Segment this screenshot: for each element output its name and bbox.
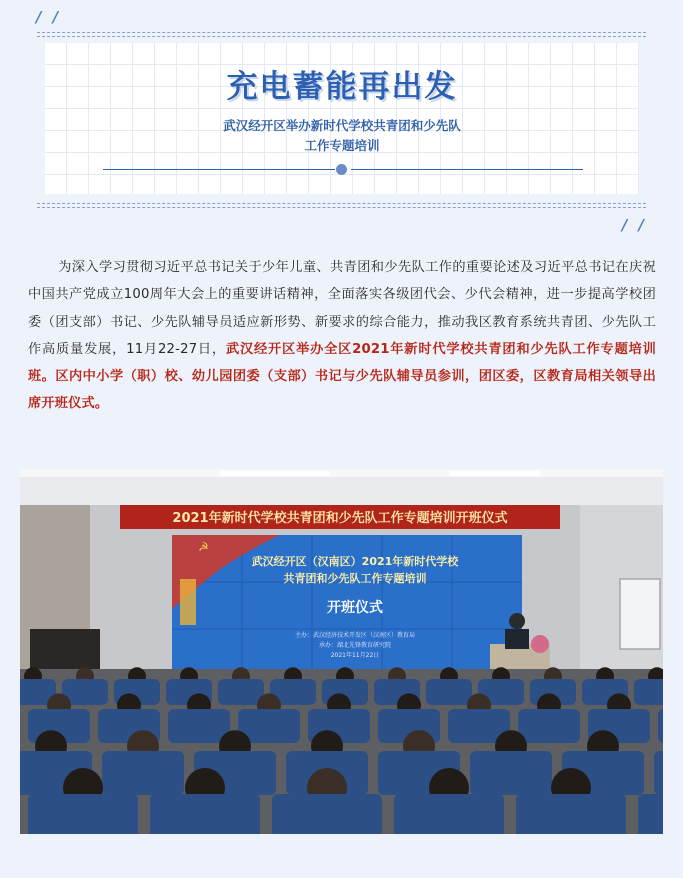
auditorium-seat <box>470 751 552 795</box>
article-highlight-text: 武汉经开区举办全区2021年新时代学校共青团和少先队工作专题培训班。区内中小学（职）校、幼儿园团委（支部）书记与少先队辅导员参训，团区委，区教育局相关领导出席开班仪式。 <box>28 341 657 412</box>
speaker-head <box>509 613 525 629</box>
auditorium-seat <box>638 794 663 834</box>
party-emblem-icon: ☭ <box>198 540 209 554</box>
flower-icon <box>531 635 549 653</box>
auditorium-seat <box>150 794 260 834</box>
auditorium-seat <box>168 709 230 743</box>
divider-left <box>103 169 335 170</box>
screen-small-2: 承办：湖北先锋教育研究院 <box>318 642 392 649</box>
dotted-rule-top <box>37 32 646 37</box>
auditorium-seat <box>634 679 663 705</box>
screen-small-1: 主办：武汉经济技术开发区（汉南区）教育局 <box>294 632 416 639</box>
article-paragraph <box>28 254 656 418</box>
page-title: 充电蓄能再出发 <box>226 69 458 105</box>
auditorium-seat <box>272 794 382 834</box>
banner-text: 2021年新时代学校共青团和少先队工作专题培训开班仪式 <box>172 511 508 526</box>
auditorium-seat <box>426 679 472 705</box>
auditorium-seat <box>28 794 138 834</box>
decor-slashes-top: / / <box>36 8 62 26</box>
auditorium-seat <box>518 709 580 743</box>
auditorium-seat <box>516 794 626 834</box>
event-photo <box>20 469 663 834</box>
auditorium-seat <box>218 679 264 705</box>
screen-line-1: 武汉经开区（汉南区）2021年新时代学校 <box>251 555 459 568</box>
whiteboard <box>620 579 660 649</box>
auditorium-seat <box>654 751 663 795</box>
auditorium-seat <box>394 794 504 834</box>
auditorium-seat <box>658 709 663 743</box>
screen-line-2: 共青团和少先队工作专题培训 <box>283 572 427 585</box>
screen-date: 2021年11月22日 <box>330 652 380 659</box>
title-card <box>45 43 639 194</box>
subtitle-line-2: 工作专题培训 <box>304 138 380 153</box>
divider-dot-icon <box>336 164 347 175</box>
subtitle-line-1: 武汉经开区举办新时代学校共青团和少先队 <box>223 118 461 133</box>
dotted-rule-bottom <box>37 203 646 208</box>
decor-slashes-bottom: / / <box>621 216 647 234</box>
divider-right <box>351 169 583 170</box>
article-text: 为深入学习贯彻习近平总书记关于少年儿童、共青团和少先队工作的重要论述及习近平总书记在庆祝中国共产党成立100周年大会上的重要讲话精神，全面落实各级团代会、少代会精神，进一步提高学校团委（团支部）书记、少先队辅导员适应新形势、新要求的综合能力，推动我区教育系统共青团、少先队工作高质量发展，11月22-27日， <box>28 260 656 357</box>
screen-line-3: 开班仪式 <box>327 600 383 616</box>
auditorium-seat <box>102 751 184 795</box>
